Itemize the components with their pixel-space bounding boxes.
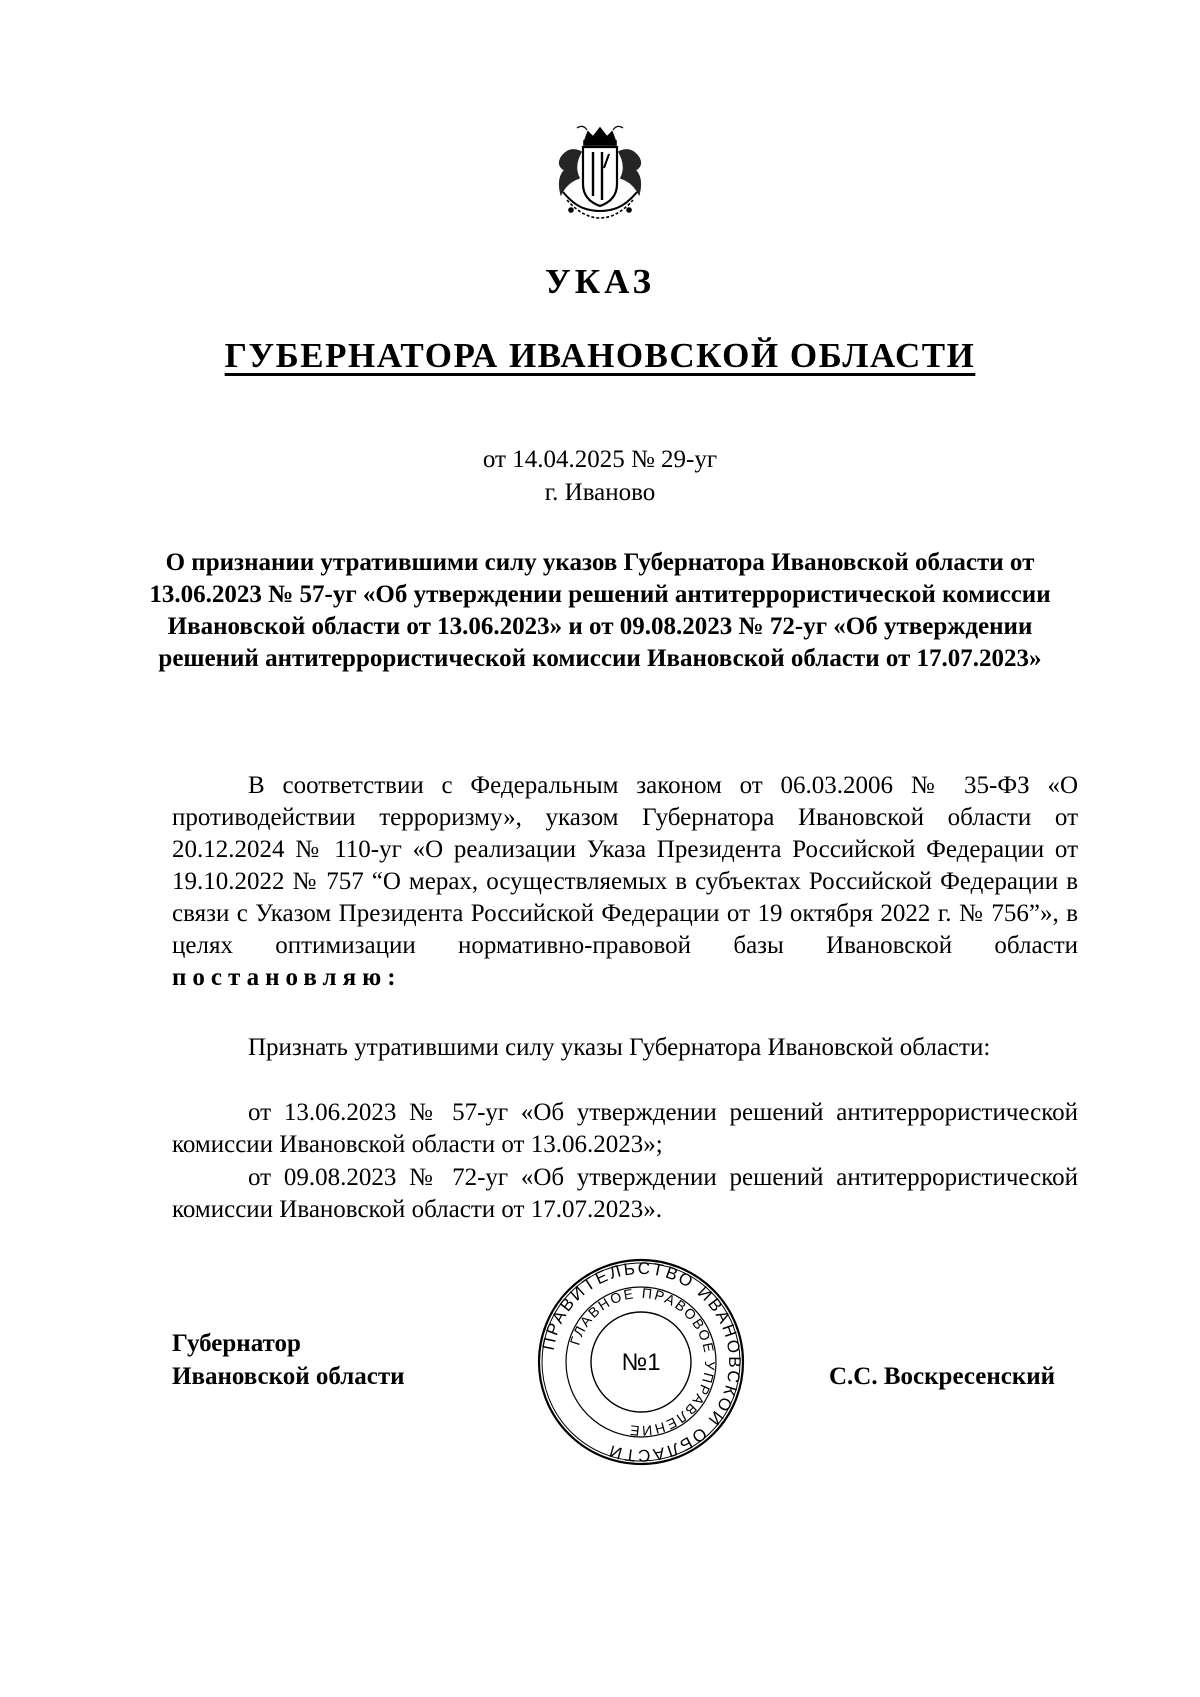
document-subject: О признании утратившими силу указов Губернатора Ивановской области от 13.06.2023 № 57-уг «Об утверждении решений антитеррористической комиссии Ивановской области от 13.06.2023» и от 09.08.2023 № 72-уг «Об утверждении решений антитеррористической комиссии Ивановской области от 17.07.2023» bbox=[149, 549, 1051, 672]
decree-word: постановляю: bbox=[172, 964, 402, 991]
preamble-paragraph bbox=[172, 770, 1078, 994]
coat-of-arms-icon bbox=[553, 122, 647, 222]
document-type-title: УКАЗ bbox=[545, 262, 655, 301]
official-seal-stamp bbox=[537, 1258, 745, 1466]
seal-inner-text: ГЛАВНОЕ ПРАВОВОЕ УПРАВЛЕНИЕ bbox=[566, 1284, 719, 1440]
issuer-text: ГУБЕРНАТОРА ИВАНОВСКОЙ ОБЛАСТИ bbox=[224, 336, 976, 375]
seal-center-text: №1 bbox=[621, 1349, 661, 1376]
signer-title-line1: Губернатор bbox=[172, 1330, 301, 1357]
revoked-item-1: от 13.06.2023 № 57-уг «Об утверждении решений антитеррористической комиссии Ивановской области от 13.06.2023»; bbox=[172, 1099, 1078, 1158]
signer-title-line2: Ивановской области bbox=[172, 1363, 405, 1390]
operative-paragraph: Признать утратившими силу указы Губернатора Ивановской области: bbox=[248, 1034, 991, 1061]
preamble-text: В соответствии с Федеральным законом от 06.03.2006 № 35-ФЗ «О противодействии терроризму», указом Губернатора Ивановской области от 20.12.2024 № 110-уг «О реализации Указа Президента Российской Федерации от 19.10.2022 № 757 “О мерах, осуществляемых в субъектах Российской Федерации в связи с Указом Президента Российской Федерации от 19 октября 2022 г. № 756”», в целях оптимизации нормативно-правовой базы Ивановской области bbox=[172, 772, 1078, 959]
signer-name: С.С. Воскресенский bbox=[829, 1363, 1056, 1390]
document-date-number: от 14.04.2025 № 29-уг bbox=[482, 446, 718, 473]
document-city: г. Иваново bbox=[544, 479, 656, 506]
document-issuer-title bbox=[0, 336, 1200, 376]
seal-outer-text: ПРАВИТЕЛЬСТВО ИВАНОВСКОЙ ОБЛАСТИ bbox=[538, 1258, 745, 1466]
signer-title bbox=[172, 1327, 405, 1393]
revoked-item-2: от 09.08.2023 № 72-уг «Об утверждении решений антитеррористической комиссии Ивановской области от 17.07.2023». bbox=[172, 1164, 1078, 1223]
